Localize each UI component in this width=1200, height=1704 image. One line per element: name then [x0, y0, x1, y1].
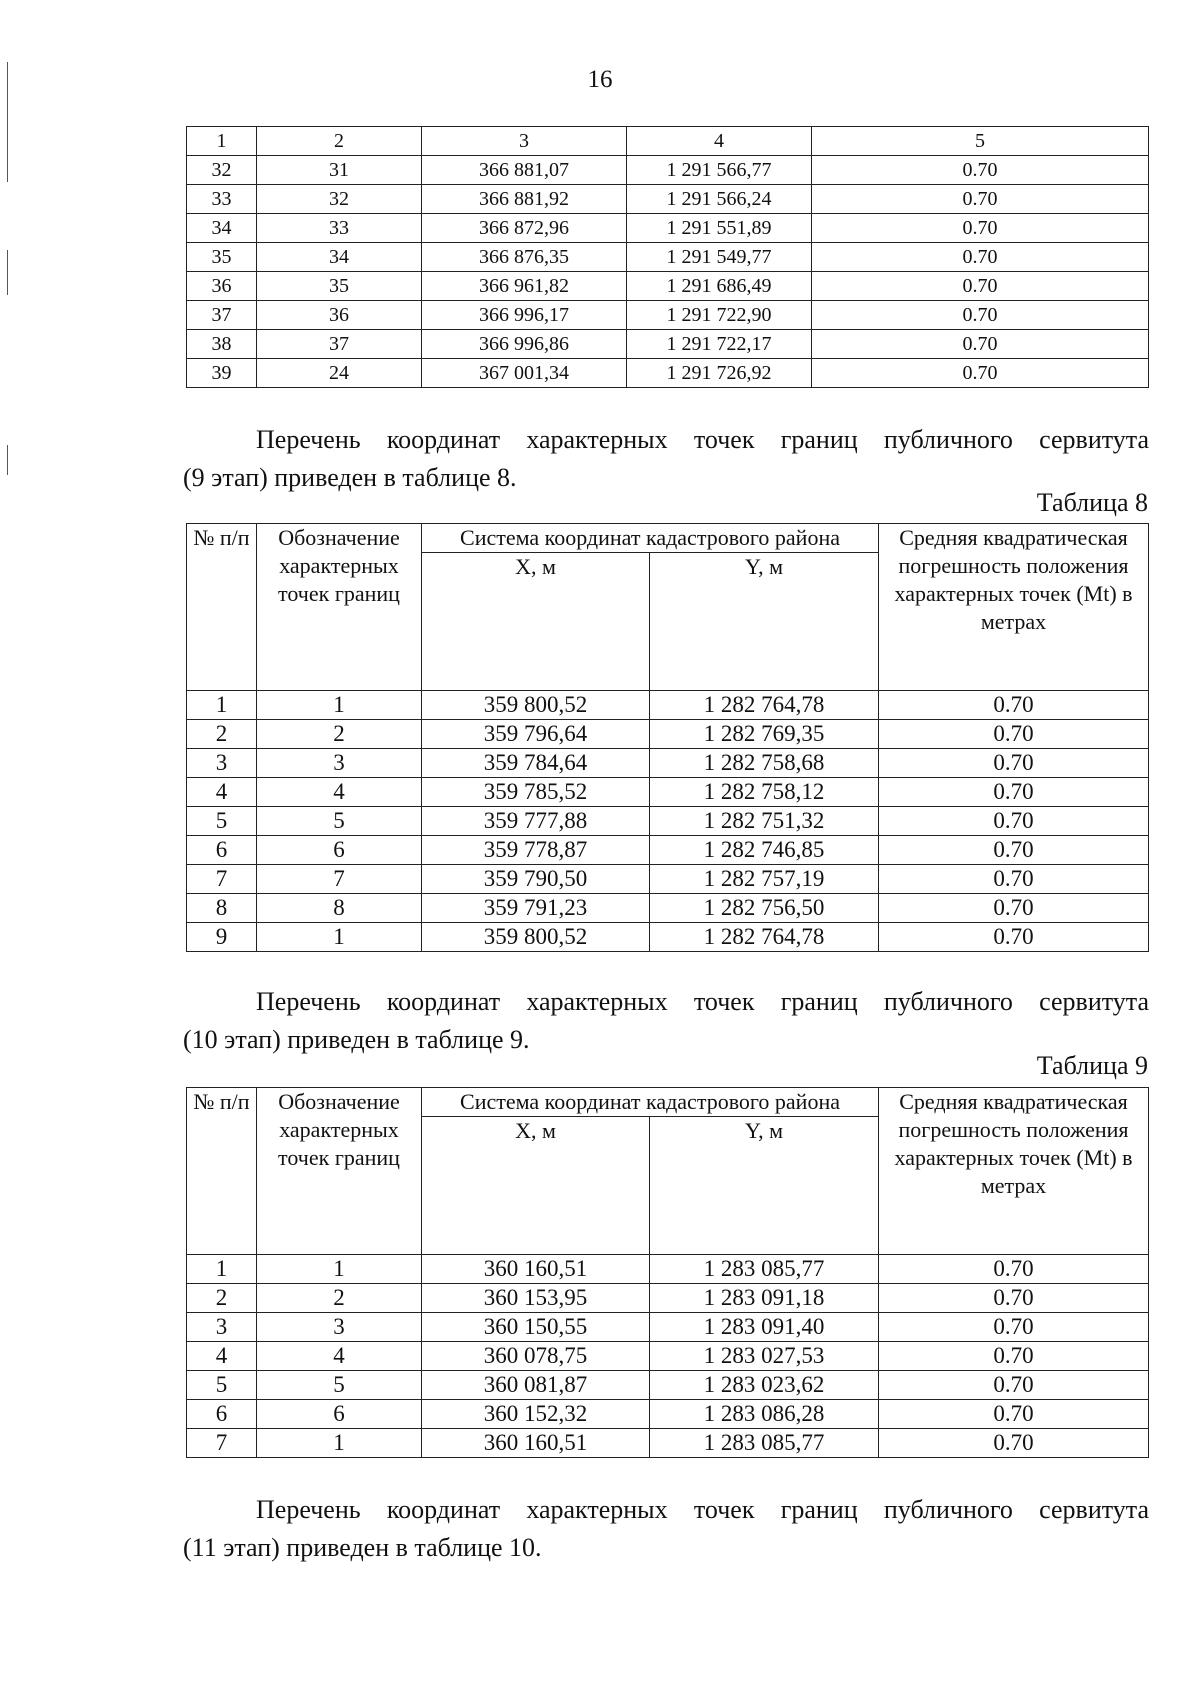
table-row [187, 243, 1149, 272]
table-row [187, 1313, 1149, 1342]
table-cell: 0.70 [879, 1342, 1149, 1371]
table-row [187, 1429, 1149, 1458]
header-coordinate-system: Система координат кадастрового района [422, 524, 879, 553]
table-cell: 1 291 566,77 [627, 156, 812, 185]
table-row [187, 1284, 1149, 1313]
table-cell: 0.70 [879, 923, 1149, 952]
table-cell: 1 282 746,85 [650, 836, 879, 865]
table-row [187, 272, 1149, 301]
column-number: 4 [627, 127, 812, 156]
paragraph-stage-10 [183, 983, 1149, 1059]
table-row [187, 923, 1149, 952]
table-cell: 5 [257, 807, 422, 836]
table-cell: 0.70 [879, 1313, 1149, 1342]
table-cell: 1 291 549,77 [627, 243, 812, 272]
table-cell: 4 [187, 778, 257, 807]
header-number: № п/п [187, 524, 257, 691]
table-cell: 0.70 [812, 156, 1149, 185]
table-cell: 360 160,51 [422, 1429, 650, 1458]
table-cell: 1 282 769,35 [650, 720, 879, 749]
header-x: X, м [422, 553, 650, 691]
table-cell: 1 [257, 923, 422, 952]
header-x: X, м [422, 1117, 650, 1255]
table-9-caption: Таблица 9 [1036, 1051, 1148, 1080]
table-cell: 1 282 751,32 [650, 807, 879, 836]
table-row [187, 691, 1149, 720]
table-row [187, 778, 1149, 807]
table-cell: 37 [257, 330, 422, 359]
table-cell: 366 961,82 [422, 272, 627, 301]
column-number: 1 [187, 127, 257, 156]
table-cell: 0.70 [879, 778, 1149, 807]
table-cell: 1 282 758,12 [650, 778, 879, 807]
table-cell: 34 [187, 214, 257, 243]
table-cell: 38 [187, 330, 257, 359]
table-cell: 7 [187, 1429, 257, 1458]
table-cell: 0.70 [812, 330, 1149, 359]
table-cell: 5 [187, 1371, 257, 1400]
table-cell: 1 282 764,78 [650, 691, 879, 720]
table-cell: 367 001,34 [422, 359, 627, 388]
table-cell: 5 [187, 807, 257, 836]
continued-coordinates-table [186, 126, 1149, 388]
paragraph-line: Перечень координат характерных точек границ публичного сервитута [256, 987, 1149, 1016]
table-cell: 4 [257, 1342, 422, 1371]
table-cell: 0.70 [812, 301, 1149, 330]
table-cell: 33 [187, 185, 257, 214]
table-cell: 9 [187, 923, 257, 952]
header-number: № п/п [187, 1088, 257, 1255]
table-cell: 1 283 091,18 [650, 1284, 879, 1313]
table-cell: 366 881,07 [422, 156, 627, 185]
table-cell: 359 800,52 [422, 923, 650, 952]
table-cell: 359 796,64 [422, 720, 650, 749]
table-row [187, 836, 1149, 865]
table-cell: 33 [257, 214, 422, 243]
table-cell: 2 [257, 1284, 422, 1313]
table-cell: 0.70 [812, 243, 1149, 272]
coordinates-table-9 [186, 1087, 1149, 1458]
table-cell: 1 283 085,77 [650, 1255, 879, 1284]
table-cell: 359 800,52 [422, 691, 650, 720]
table-row [187, 156, 1149, 185]
table-cell: 7 [257, 865, 422, 894]
table-cell: 5 [257, 1371, 422, 1400]
table-cell: 34 [257, 243, 422, 272]
table-row [187, 865, 1149, 894]
table-cell: 360 153,95 [422, 1284, 650, 1313]
column-number: 2 [257, 127, 422, 156]
header-mean-error: Средняя квадратическая погрешность положения характерных точек (Mt) в метрах [879, 524, 1149, 691]
table-cell: 32 [187, 156, 257, 185]
table-row [187, 185, 1149, 214]
table-cell: 1 291 726,92 [627, 359, 812, 388]
table-cell: 0.70 [879, 836, 1149, 865]
table-cell: 0.70 [879, 1284, 1149, 1313]
header-designation: Обозначение характерных точек границ [257, 1088, 422, 1255]
table-cell: 360 081,87 [422, 1371, 650, 1400]
table-cell: 0.70 [879, 691, 1149, 720]
table-row [187, 1255, 1149, 1284]
table-row [187, 894, 1149, 923]
table-cell: 1 291 722,17 [627, 330, 812, 359]
table-row [187, 749, 1149, 778]
table-header-row [187, 127, 1149, 156]
table-cell: 1 282 757,19 [650, 865, 879, 894]
table-cell: 6 [257, 836, 422, 865]
table-cell: 8 [257, 894, 422, 923]
table-cell: 1 [257, 691, 422, 720]
table-cell: 3 [257, 749, 422, 778]
table-row [187, 301, 1149, 330]
table-cell: 2 [187, 720, 257, 749]
table-cell: 0.70 [879, 1255, 1149, 1284]
table-cell: 359 790,50 [422, 865, 650, 894]
table-cell: 31 [257, 156, 422, 185]
table-cell: 36 [257, 301, 422, 330]
header-y: Y, м [650, 553, 879, 691]
table-row [187, 359, 1149, 388]
table-cell: 3 [187, 749, 257, 778]
table-cell: 0.70 [879, 720, 1149, 749]
scan-edge-mark [7, 445, 8, 475]
paragraph-stage-9 [183, 421, 1149, 497]
table-cell: 359 791,23 [422, 894, 650, 923]
table-cell: 1 [257, 1429, 422, 1458]
table-cell: 1 291 566,24 [627, 185, 812, 214]
table-cell: 1 283 023,62 [650, 1371, 879, 1400]
table-cell: 360 152,32 [422, 1400, 650, 1429]
table-cell: 360 150,55 [422, 1313, 650, 1342]
table-row [187, 807, 1149, 836]
table-cell: 1 282 764,78 [650, 923, 879, 952]
table-cell: 0.70 [879, 865, 1149, 894]
table-cell: 359 777,88 [422, 807, 650, 836]
table-cell: 4 [187, 1342, 257, 1371]
paragraph-line: Перечень координат характерных точек границ публичного сервитута [256, 1495, 1149, 1524]
table-cell: 6 [187, 1400, 257, 1429]
table-cell: 0.70 [879, 807, 1149, 836]
table-cell: 2 [257, 720, 422, 749]
paragraph-stage-11 [183, 1491, 1149, 1567]
paragraph-line: (11 этап) приведен в таблице 10. [183, 1533, 542, 1562]
header-mean-error: Средняя квадратическая погрешность положения характерных точек (Mt) в метрах [879, 1088, 1149, 1255]
paragraph-line: Перечень координат характерных точек границ публичного сервитута [256, 425, 1149, 454]
table-cell: 36 [187, 272, 257, 301]
table-row [187, 1342, 1149, 1371]
table-cell: 0.70 [879, 1429, 1149, 1458]
table-cell: 1 291 551,89 [627, 214, 812, 243]
coordinates-table-8 [186, 523, 1149, 952]
table-cell: 0.70 [812, 272, 1149, 301]
table-cell: 6 [187, 836, 257, 865]
table-cell: 39 [187, 359, 257, 388]
table-cell: 366 872,96 [422, 214, 627, 243]
table-cell: 0.70 [812, 214, 1149, 243]
table-cell: 360 078,75 [422, 1342, 650, 1371]
table-cell: 1 283 027,53 [650, 1342, 879, 1371]
table-row [187, 1400, 1149, 1429]
page-number: 16 [587, 66, 613, 93]
table-cell: 366 876,35 [422, 243, 627, 272]
header-coordinate-system: Система координат кадастрового района [422, 1088, 879, 1117]
table-cell: 3 [187, 1313, 257, 1342]
table-cell: 35 [187, 243, 257, 272]
table-cell: 6 [257, 1400, 422, 1429]
table-cell: 359 778,87 [422, 836, 650, 865]
column-number: 5 [812, 127, 1149, 156]
table-cell: 1 291 722,90 [627, 301, 812, 330]
table-cell: 3 [257, 1313, 422, 1342]
table-cell: 1 283 091,40 [650, 1313, 879, 1342]
table-row [187, 330, 1149, 359]
table-cell: 359 784,64 [422, 749, 650, 778]
table-cell: 1 282 758,68 [650, 749, 879, 778]
table-cell: 37 [187, 301, 257, 330]
table-cell: 1 283 086,28 [650, 1400, 879, 1429]
scan-edge-mark [7, 62, 8, 182]
table-row [187, 214, 1149, 243]
table-cell: 8 [187, 894, 257, 923]
table-8-caption: Таблица 8 [1036, 488, 1148, 517]
column-number: 3 [422, 127, 627, 156]
table-cell: 2 [187, 1284, 257, 1313]
table-cell: 4 [257, 778, 422, 807]
table-cell: 0.70 [879, 749, 1149, 778]
table-cell: 366 881,92 [422, 185, 627, 214]
table-cell: 1 [257, 1255, 422, 1284]
table-cell: 0.70 [879, 1371, 1149, 1400]
table-cell: 366 996,17 [422, 301, 627, 330]
table-cell: 360 160,51 [422, 1255, 650, 1284]
table-cell: 0.70 [812, 359, 1149, 388]
table-cell: 366 996,86 [422, 330, 627, 359]
table-cell: 24 [257, 359, 422, 388]
table-cell: 35 [257, 272, 422, 301]
table-cell: 32 [257, 185, 422, 214]
paragraph-line: (10 этап) приведен в таблице 9. [183, 1025, 530, 1054]
table-cell: 1 [187, 691, 257, 720]
table-cell: 0.70 [879, 1400, 1149, 1429]
header-designation: Обозначение характерных точек границ [257, 524, 422, 691]
table-cell: 359 785,52 [422, 778, 650, 807]
table-cell: 1 283 085,77 [650, 1429, 879, 1458]
table-cell: 1 [187, 1255, 257, 1284]
table-row [187, 1371, 1149, 1400]
table-row [187, 720, 1149, 749]
table-cell: 1 282 756,50 [650, 894, 879, 923]
scan-edge-mark [7, 250, 8, 295]
table-cell: 0.70 [812, 185, 1149, 214]
table-cell: 0.70 [879, 894, 1149, 923]
paragraph-line: (9 этап) приведен в таблице 8. [183, 463, 517, 492]
table-cell: 7 [187, 865, 257, 894]
table-cell: 1 291 686,49 [627, 272, 812, 301]
header-y: Y, м [650, 1117, 879, 1255]
